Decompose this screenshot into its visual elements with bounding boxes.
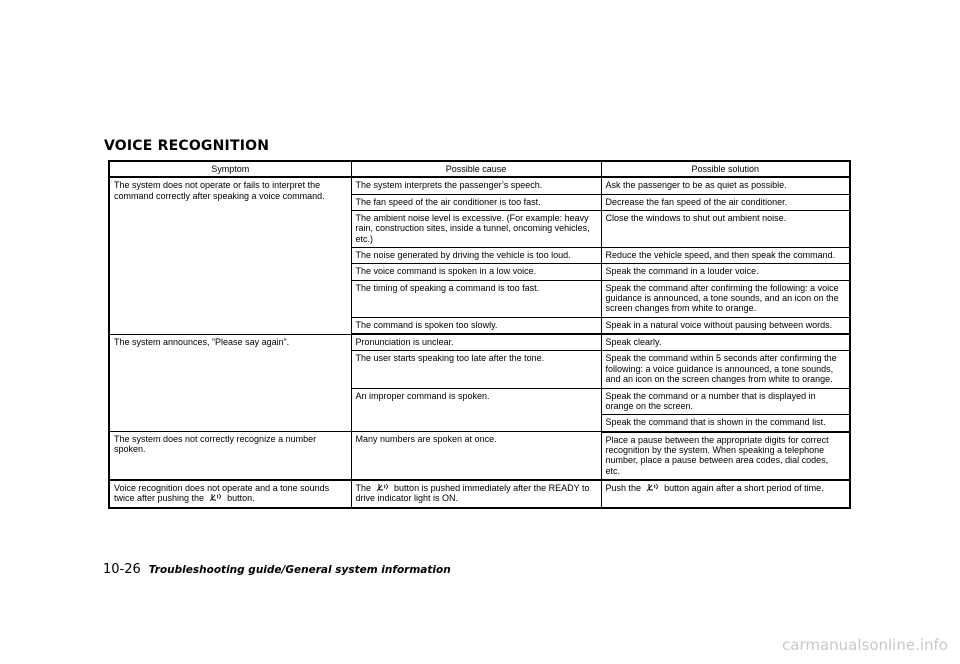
solution-cell: Speak the command that is shown in the command list. <box>601 415 850 432</box>
solution-cell: Speak the command after confirming the following: a voice guidance is announced, a tone sounds, and an icon on the screen changes from white to orange. <box>601 280 850 317</box>
cause-cell <box>351 480 601 508</box>
solution-cell: Speak the command in a louder voice. <box>601 264 850 280</box>
header-possible-solution: Possible solution <box>601 161 850 177</box>
solution-text-a: Push the <box>605 482 642 493</box>
header-symptom: Symptom <box>109 161 351 177</box>
solution-cell: Ask the passenger to be as quiet as possible. <box>601 177 850 194</box>
cause-cell: The system interprets the passenger’s speech. <box>351 177 601 194</box>
solution-cell: Speak the command or a number that is displayed in orange on the screen. <box>601 388 850 415</box>
cause-cell: An improper command is spoken. <box>351 388 601 432</box>
cause-cell: The ambient noise level is excessive. (For example: heavy rain, construction sites, inside a tunnel, oncoming vehicles, etc.) <box>351 211 601 248</box>
cause-cell: The fan speed of the air conditioner is too fast. <box>351 194 601 210</box>
solution-cell: Speak the command within 5 seconds after confirming the following: a voice guidance is announced, a tone sounds, and an icon on the screen changes from white to orange. <box>601 351 850 388</box>
watermark: carmanualsonline.info <box>782 636 948 654</box>
header-possible-cause: Possible cause <box>351 161 601 177</box>
cause-cell: Many numbers are spoken at once. <box>351 432 601 480</box>
solution-cell: Close the windows to shut out ambient noise. <box>601 211 850 248</box>
symptom-text-b: button. <box>227 493 255 504</box>
troubleshooting-table <box>108 160 851 509</box>
talk-button-icon <box>209 493 223 502</box>
page-footer <box>103 562 451 577</box>
solution-cell: Place a pause between the appropriate digits for correct recognition by the system. When speaking a telephone number, place a pause between area codes, dial codes, etc. <box>601 432 850 480</box>
table-row <box>109 334 850 351</box>
solution-cell: Speak in a natural voice without pausing between words. <box>601 317 850 334</box>
solution-cell <box>601 480 850 508</box>
cause-cell: The user starts speaking too late after the tone. <box>351 351 601 388</box>
section-title: VOICE RECOGNITION <box>104 138 270 154</box>
table-header-row <box>109 161 850 177</box>
cause-cell: The noise generated by driving the vehicle is too loud. <box>351 248 601 264</box>
cause-text-b: button is pushed immediately after the READY to drive indicator light is ON. <box>355 482 590 504</box>
footer-section-title: Troubleshooting guide/General system information <box>148 564 451 576</box>
table-row <box>109 177 850 194</box>
cause-cell: Pronunciation is unclear. <box>351 334 601 351</box>
cause-text-a: The <box>355 482 372 493</box>
cause-cell: The timing of speaking a command is too fast. <box>351 280 601 317</box>
solution-cell: Decrease the fan speed of the air conditioner. <box>601 194 850 210</box>
cause-cell: The voice command is spoken in a low voice. <box>351 264 601 280</box>
solution-cell: Reduce the vehicle speed, and then speak the command. <box>601 248 850 264</box>
symptom-cell: The system does not correctly recognize a number spoken. <box>109 432 351 480</box>
symptom-cell <box>109 480 351 508</box>
table-row <box>109 432 850 480</box>
solution-text-b: button again after a short period of time. <box>664 482 824 493</box>
symptom-cell: The system announces, ”Please say again”. <box>109 334 351 431</box>
talk-button-icon <box>646 483 660 492</box>
symptom-cell: The system does not operate or fails to interpret the command correctly after speaking a voice command. <box>109 177 351 334</box>
page-number: 10-26 <box>103 562 141 577</box>
table-row <box>109 480 850 508</box>
talk-button-icon <box>376 483 390 492</box>
symptom-text-a: Voice recognition does not operate and a tone sounds twice after pushing the <box>114 482 330 504</box>
cause-cell: The command is spoken too slowly. <box>351 317 601 334</box>
solution-cell: Speak clearly. <box>601 334 850 351</box>
